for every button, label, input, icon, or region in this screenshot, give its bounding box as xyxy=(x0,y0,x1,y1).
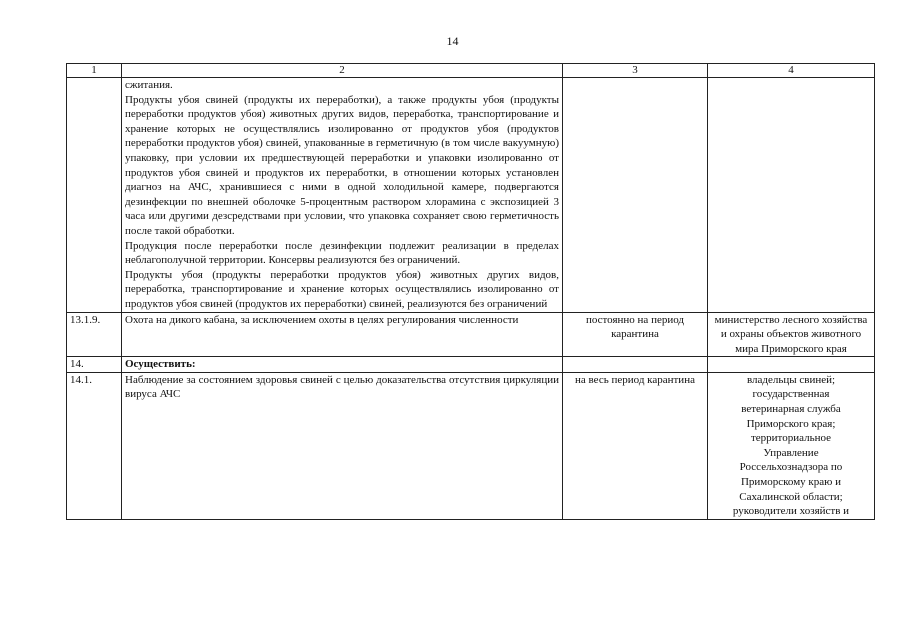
paragraph: Продукция после переработки после дезинфекции подлежит реализации в пределах неблагополучной территории. Консервы реализуются без ограничений. xyxy=(125,239,559,267)
responsible-line: территориальное xyxy=(750,432,831,445)
document-table xyxy=(66,63,875,520)
table-row xyxy=(67,78,875,313)
row-responsible: министерство лесного хозяйства и охраны объектов животного мира Приморского края xyxy=(708,312,875,357)
header-col-1: 1 xyxy=(67,64,122,78)
row-period: на весь период карантина xyxy=(563,372,708,519)
header-col-2: 2 xyxy=(122,64,563,78)
row-description: Наблюдение за состоянием здоровья свиней с целью доказательства отсутствия циркуляции вируса АЧС xyxy=(122,372,563,519)
responsible-line: Управление xyxy=(763,446,819,459)
row-number: 13.1.9. xyxy=(67,312,122,357)
row-period xyxy=(563,78,708,313)
row-responsible xyxy=(708,357,875,373)
responsible-line: владельцы свиней; xyxy=(746,373,836,386)
paragraph: Продукты убоя (продукты переработки продуктов убоя) животных других видов, переработка, транспортирование и хранение которых осуществлялись изолированно от продуктов убоя свиней (продуктов их переработки) свиней, реализуются без ограничений xyxy=(125,268,559,310)
responsible-line: государственная xyxy=(752,388,830,401)
row-number xyxy=(67,78,122,313)
responsible-line: Приморского края; xyxy=(746,417,836,430)
row-period xyxy=(563,357,708,373)
row-description xyxy=(122,78,563,313)
section-heading: Осуществить: xyxy=(122,357,563,373)
row-number: 14.1. xyxy=(67,372,122,519)
table-row xyxy=(67,312,875,357)
responsible-line: руководители хозяйств и xyxy=(732,505,850,518)
responsible-line: Приморскому краю и xyxy=(740,476,842,489)
paragraph: Продукты убоя свиней (продукты их переработки), а также продукты убоя (продукты переработки продуктов убоя) животных других видов, переработка, транспортирование и хранение которых не осуществлялись изолированно от продуктов убоя (продуктов переработки продуктов убоя) свиней, упакованные в герметичную (в том числе вакуумную) упаковку, при условии их предшествующей переработки и упаковки изолированно от продуктов убоя свиней и продуктов их переработки, в отношении которых установлен диагноз на АЧС, хранившиеся с ними в одной холодильной камере, подвергаются дезинфекции по внешней оболочке 5-процентным раствором хлорамина с экспозицией 3 часа или другими дезсредствами при условии, что упаковка сохраняет свою герметичность после такой обработки. xyxy=(125,93,559,237)
row-number: 14. xyxy=(67,357,122,373)
row-responsible xyxy=(708,78,875,313)
table-row xyxy=(67,372,875,519)
table-row xyxy=(67,357,875,373)
page-number: 14 xyxy=(446,34,459,48)
row-responsible xyxy=(708,372,875,519)
row-period: постоянно на период карантина xyxy=(563,312,708,357)
header-col-3: 3 xyxy=(563,64,708,78)
row-description: Охота на дикого кабана, за исключением охоты в целях регулирования численности xyxy=(122,312,563,357)
table-header-row xyxy=(67,64,875,78)
paragraph: сжитания. xyxy=(125,79,173,91)
header-col-4: 4 xyxy=(708,64,875,78)
responsible-line: Россельхознадзора по xyxy=(739,461,843,474)
responsible-line: ветеринарная служба xyxy=(741,403,841,416)
responsible-line: Сахалинской области; xyxy=(739,490,843,503)
